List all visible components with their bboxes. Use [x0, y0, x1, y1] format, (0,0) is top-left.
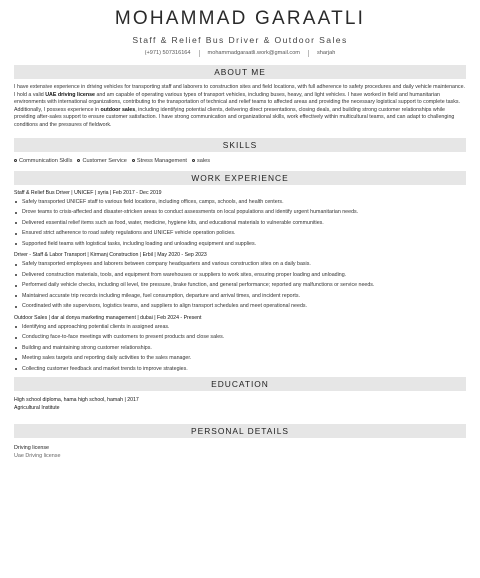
job-bullets — [14, 261, 466, 310]
about-text-part: I have extensive experience in driving vehicles for transporting staff and laborers to construction sites and field locations, with full adherence to safety procedures and daily vehicle maintenance. I hold a valid — [14, 84, 465, 98]
list-item: Building and maintaining strong customer relationships. — [14, 345, 466, 352]
list-item: Safely transported UNICEF staff to various field locations, including offices, camps, schools, and health centers. — [14, 199, 466, 206]
list-item: Meeting sales targets and reporting daily activities to the sales manager. — [14, 355, 466, 362]
list-item: Performed daily vehicle checks, including oil level, tire pressure, brake function, and general performance; reported any malfunctions or service needs. — [14, 282, 466, 289]
list-item: Delivered construction materials, tools, and equipment from warehouses or suppliers to work sites, ensuring proper loading and unloading. — [14, 272, 466, 279]
skill-label: sales — [196, 157, 211, 164]
divider — [308, 50, 309, 57]
skill-item — [77, 157, 126, 165]
section-heading-skills: SKILLS — [14, 138, 466, 152]
list-item: Maintained accurate trip records including mileage, fuel consumption, departure and arrival times, and incident reports. — [14, 293, 466, 300]
bullet-circle-icon — [192, 159, 195, 162]
section-heading-experience: WORK EXPERIENCE — [14, 171, 466, 185]
resume-page — [0, 6, 480, 578]
job-bullets — [14, 199, 466, 248]
personal-detail-label: Driving license — [14, 444, 50, 451]
education-line: High school diploma, hama high school, hamah | 2017 — [14, 396, 139, 403]
job-title: Staff & Relief Bus Driver & Outdoor Sales — [132, 35, 348, 45]
job-header: Outdoor Sales | dar al donya marketing management | dubai | Feb 2024 - Present — [14, 314, 202, 321]
list-item: Drove teams to crisis-affected and disaster-stricken areas to conduct assessments on local populations and identify urgent humanitarian needs. — [14, 209, 466, 216]
email-address: mohammadgaraatli.work@gmail.com — [207, 50, 300, 56]
bullet-circle-icon — [77, 159, 80, 162]
skill-label: Customer Service — [82, 157, 127, 164]
contact-line — [0, 49, 480, 57]
list-item: Conducting face-to-face meetings with customers to present products and close sales. — [14, 334, 466, 341]
skills-list — [14, 157, 466, 165]
list-item: Collecting customer feedback and market trends to improve strategies. — [14, 366, 466, 373]
job-header: Driver - Staff & Labor Transport | Kirmanj Construction | Erbil | May 2020 - Sep 2023 — [14, 252, 207, 259]
about-highlight: outdoor sales — [100, 106, 136, 113]
skill-item — [192, 157, 210, 165]
job-bullets — [14, 324, 466, 373]
skill-label: Stress Management — [136, 157, 187, 164]
list-item: Ensured strict adherence to road safety regulations and UNICEF vehicle operation policies. — [14, 230, 466, 237]
phone-number: (+971) 507316164 — [144, 50, 191, 56]
education-institute: Agricultural Institute — [14, 404, 60, 411]
about-text-part: , including identifying potential clients, delivering direct presentations, closing deals, and building strong customer relationships while providing after-sales support to ensure customer satisfaction. I have strong communication and organizational skills, work effectively within multicultural teams, and can adapt to challenging conditions and the pressures of fieldwork. — [14, 106, 455, 128]
about-text — [14, 84, 466, 130]
skill-item — [14, 157, 72, 165]
skill-item — [132, 157, 187, 165]
candidate-name: MOHAMMAD GARAATLI — [114, 8, 366, 29]
location: sharjah — [316, 50, 336, 56]
about-highlight: UAE driving license — [45, 91, 95, 98]
list-item: Coordinated with site supervisors, logistics teams, and suppliers to align transport schedules and meet operational needs. — [14, 303, 466, 310]
about-text-part: and am capable of operating various types of transport vehicles, including buses, heavy, and light vehicles. I have worked in field and humanitarian environments with international organizations, contributing to the transportation of technical and relief teams to affected areas and providing the necessary logistical support to complete tasks. Additionally, I possess experience in — [14, 91, 460, 113]
list-item: Safely transported employees and laborers between company headquarters and various construction sites on a daily basis. — [14, 261, 466, 268]
list-item: Identifying and approaching potential clients in assigned areas. — [14, 324, 466, 331]
bullet-circle-icon — [14, 159, 17, 162]
list-item: Delivered essential relief items such as food, water, medicine, hygiene kits, and educational materials to vulnerable communities. — [14, 220, 466, 227]
section-heading-personal: PERSONAL DETAILS — [14, 424, 466, 438]
divider — [199, 50, 200, 57]
bullet-circle-icon — [132, 159, 135, 162]
list-item: Supported field teams with logistical tasks, including loading and unloading equipment and supplies. — [14, 241, 466, 248]
job-header: Staff & Relief Bus Driver | UNICEF | syria | Feb 2017 - Dec 2019 — [14, 189, 162, 196]
section-heading-education: EDUCATION — [14, 377, 466, 391]
personal-detail-value: Uae Driving license — [14, 452, 61, 459]
skill-label: Communication Skills — [19, 157, 73, 164]
section-heading-about: ABOUT ME — [14, 65, 466, 79]
